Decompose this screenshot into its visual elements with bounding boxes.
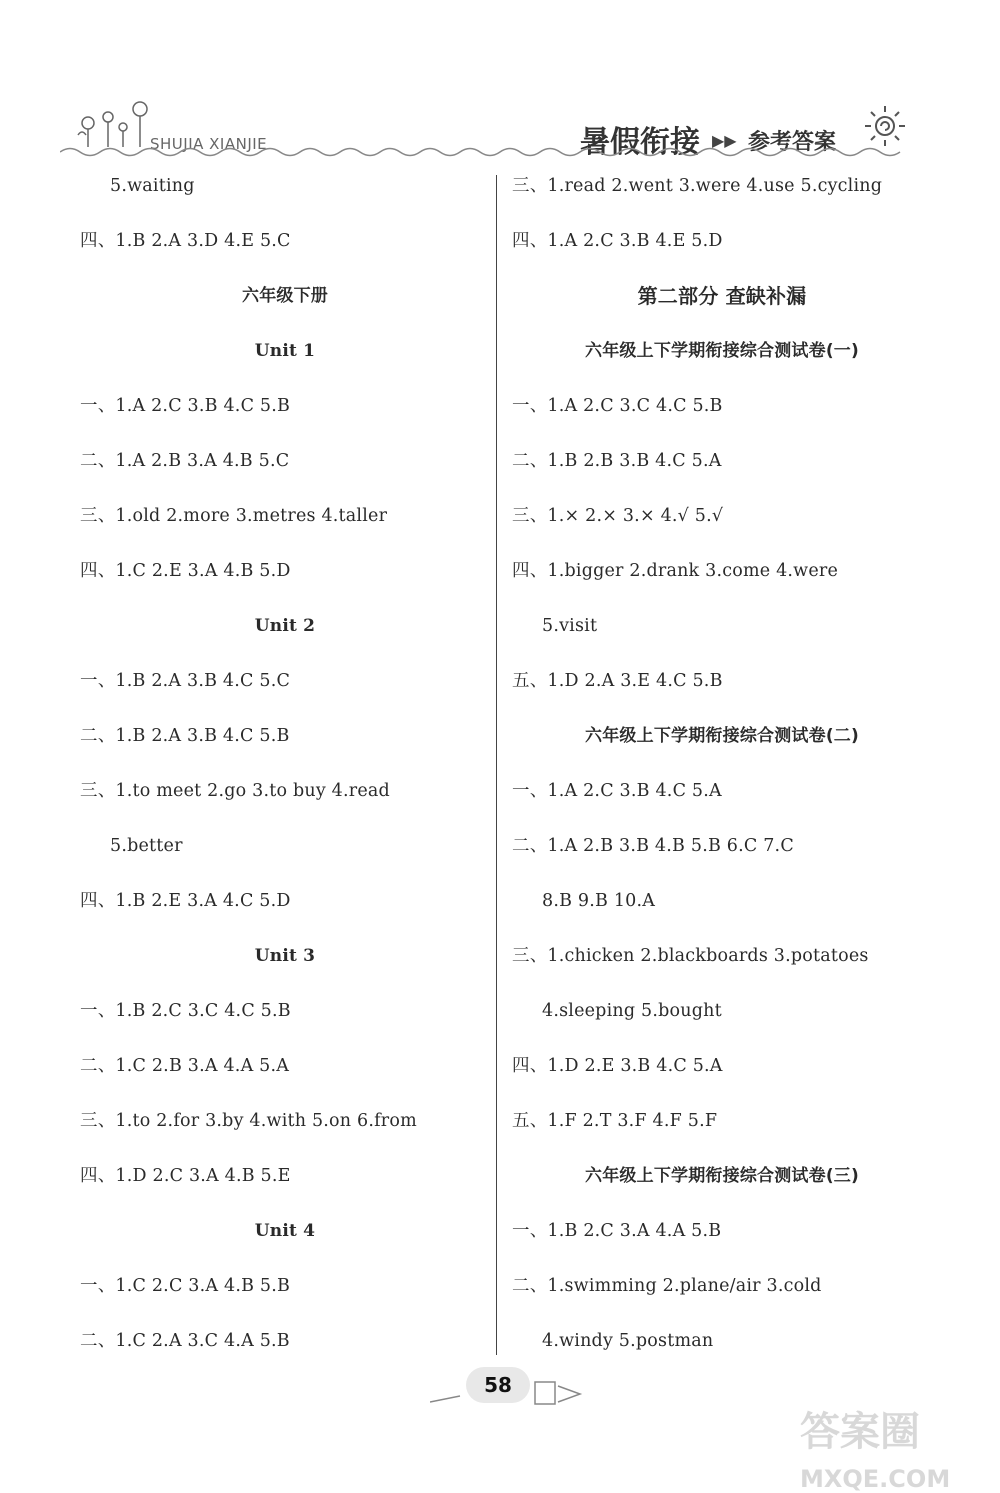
answer-line: 四、1.C 2.E 3.A 4.B 5.D — [80, 561, 291, 581]
answer-line: 三、1.to meet 2.go 3.to buy 4.read — [80, 781, 390, 801]
answer-line: 二、1.C 2.A 3.C 4.A 5.B — [80, 1331, 290, 1351]
unit-heading: Unit 3 — [254, 946, 316, 966]
part-heading: 第二部分 查缺补漏 — [637, 284, 807, 308]
section-heading: 六年级上下学期衔接综合测试卷(一) — [585, 341, 859, 361]
page-header — [60, 95, 910, 165]
answer-key-subtitle: 参考答案 — [748, 130, 837, 155]
answer-line: 一、1.B 2.C 3.C 4.C 5.B — [80, 1001, 291, 1021]
answer-line: 二、1.C 2.B 3.A 4.A 5.A — [80, 1056, 290, 1076]
answer-line: 五、1.D 2.A 3.E 4.C 5.B — [512, 671, 723, 691]
sun-icon — [860, 101, 910, 151]
answer-line: 四、1.B 2.E 3.A 4.C 5.D — [80, 891, 291, 911]
answer-line-continued: 4.windy 5.postman — [542, 1331, 714, 1351]
answer-line: 二、1.B 2.B 3.B 4.C 5.A — [512, 451, 722, 471]
unit-heading: Unit 1 — [254, 341, 316, 361]
answer-line: 二、1.A 2.B 3.A 4.B 5.C — [80, 451, 290, 471]
answer-line: 三、1.× 2.× 3.× 4.√ 5.√ — [512, 506, 724, 526]
answer-line-continued: 5.visit — [542, 616, 598, 636]
answer-line: 三、1.to 2.for 3.by 4.with 5.on 6.from — [80, 1111, 417, 1131]
answer-line: 一、1.C 2.C 3.A 4.B 5.B — [80, 1276, 291, 1296]
answer-line: 二、1.B 2.A 3.B 4.C 5.B — [80, 726, 290, 746]
answer-line: 三、1.read 2.went 3.were 4.use 5.cycling — [512, 176, 883, 196]
brand-english: SHUJIA XIANJIE — [150, 135, 268, 153]
answer-line: 五、1.F 2.T 3.F 4.F 5.F — [512, 1111, 718, 1131]
answer-line: 一、1.A 2.C 3.B 4.C 5.A — [512, 781, 722, 801]
answer-line: 二、1.swimming 2.plane/air 3.cold — [512, 1276, 822, 1296]
answer-line: 四、1.B 2.A 3.D 4.E 5.C — [80, 231, 291, 251]
answer-line: 三、1.chicken 2.blackboards 3.potatoes — [512, 946, 869, 966]
left-answer-column — [80, 165, 490, 1375]
answer-line: 三、1.old 2.more 3.metres 4.taller — [80, 506, 388, 526]
watermark-cn: 答案圈 — [800, 1409, 920, 1455]
answer-line: 二、1.A 2.B 3.B 4.B 5.B 6.C 7.C — [512, 836, 794, 856]
answer-line-continued: 8.B 9.B 10.A — [542, 891, 656, 911]
answer-line: 四、1.D 2.E 3.B 4.C 5.A — [512, 1056, 723, 1076]
unit-heading: Unit 2 — [254, 616, 316, 636]
column-divider — [496, 175, 497, 1355]
answer-line: 四、1.A 2.C 3.B 4.E 5.D — [512, 231, 723, 251]
answer-line: 四、1.bigger 2.drank 3.come 4.were — [512, 561, 839, 581]
watermark — [800, 1400, 990, 1493]
page-number: 58 — [466, 1367, 530, 1403]
header-wave-border — [60, 145, 910, 159]
watermark-en: MXQE.COM — [800, 1465, 951, 1493]
answer-line: 四、1.D 2.C 3.A 4.B 5.E — [80, 1166, 291, 1186]
section-heading: 六年级上下学期衔接综合测试卷(二) — [585, 726, 859, 746]
unit-heading: Unit 4 — [254, 1221, 316, 1241]
brand-chinese-title: 暑假衔接 — [580, 125, 700, 160]
right-answer-column — [512, 165, 932, 1375]
section-heading: 六年级下册 — [242, 286, 328, 306]
answer-line: 一、1.A 2.C 3.B 4.C 5.B — [80, 396, 291, 416]
answer-line: 一、1.B 2.C 3.A 4.A 5.B — [512, 1221, 722, 1241]
section-heading: 六年级上下学期衔接综合测试卷(三) — [585, 1166, 859, 1186]
answer-line: 一、1.B 2.A 3.B 4.C 5.C — [80, 671, 291, 691]
answer-line: 一、1.A 2.C 3.C 4.C 5.B — [512, 396, 723, 416]
answer-line-continued: 4.sleeping 5.bought — [542, 1001, 722, 1021]
answer-line-continued: 5.waiting — [110, 176, 195, 196]
answer-line-continued: 5.better — [110, 836, 183, 856]
arrow-right-icon: ▶▶ — [712, 131, 737, 150]
